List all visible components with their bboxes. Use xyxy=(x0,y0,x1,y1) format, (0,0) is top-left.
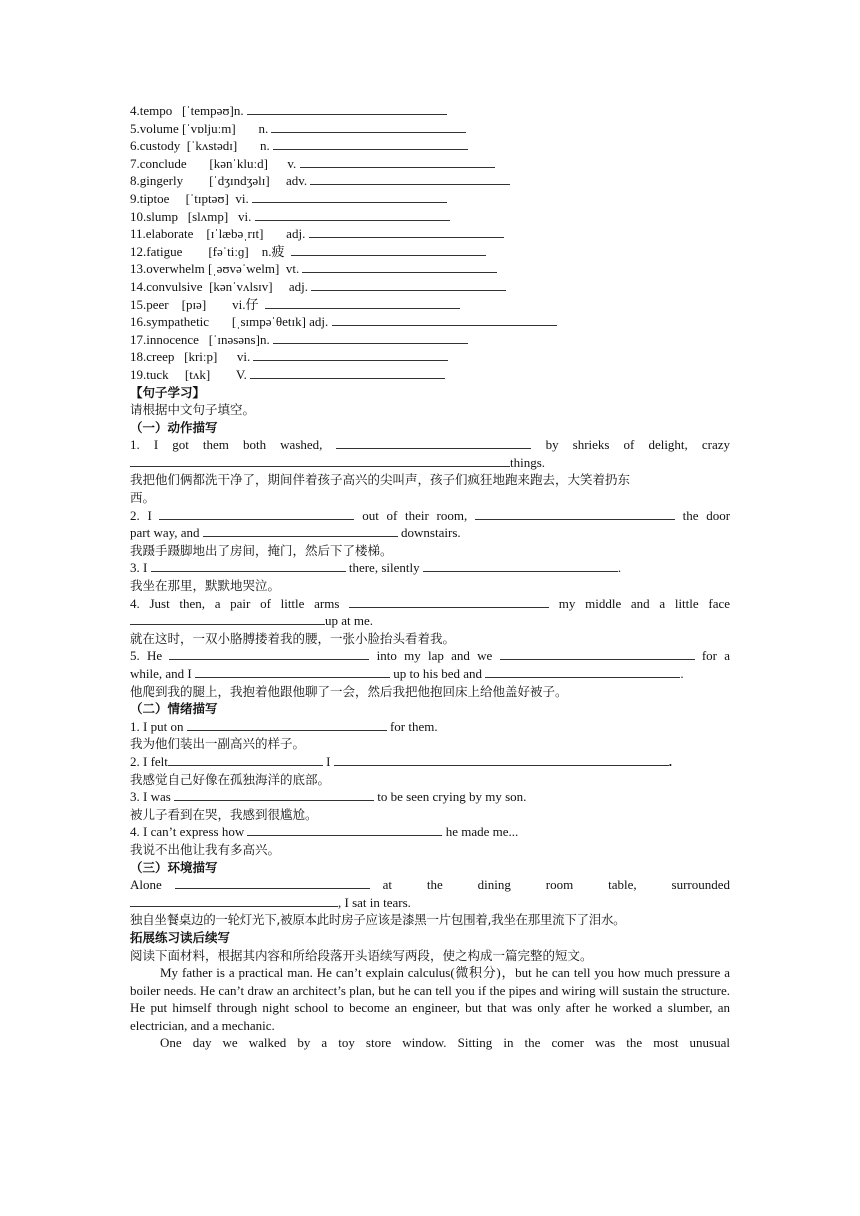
answer-blank[interactable] xyxy=(336,437,531,449)
answer-blank[interactable] xyxy=(250,367,445,379)
answer-blank[interactable] xyxy=(334,754,669,766)
answer-blank[interactable] xyxy=(169,648,369,660)
answer-blank[interactable] xyxy=(349,596,549,608)
answer-blank[interactable] xyxy=(175,877,370,889)
answer-blank[interactable] xyxy=(300,156,495,168)
vocab-item: 17.innocence [ˈɪnəsəns]n. xyxy=(130,331,730,349)
translation: 独自坐餐桌边的一轮灯光下,被原本此时房子应该是漆黑一片包围着,我坐在那里流下了泪水。 xyxy=(130,912,626,928)
answer-blank[interactable] xyxy=(159,508,354,520)
sentence-item: 2. I felt I . 我感觉自己好像在孤独海洋的底部。 xyxy=(130,753,730,788)
vocab-item: 13.overwhelm [ˌəʊvəˈwelm] vt. xyxy=(130,260,730,278)
answer-blank[interactable] xyxy=(309,226,504,238)
answer-blank[interactable] xyxy=(252,191,447,203)
vocab-item: 11.elaborate [ɪˈlæbəˌrɪt] adj. xyxy=(130,225,730,243)
translation: 就在这时，一双小胳膊搂着我的腰，一张小脸抬头看着我。 xyxy=(130,630,456,646)
sentence-item: 3. I was to be seen crying by my son. 被儿子看到在哭，我感到很尴尬。 xyxy=(130,788,730,823)
vocabulary-list xyxy=(130,102,730,384)
answer-blank[interactable] xyxy=(255,209,450,221)
answer-blank[interactable] xyxy=(423,560,618,572)
vocab-item: 19.tuck [tʌk] V. xyxy=(130,366,730,384)
vocab-item: 15.peer [pɪə] vi.仔 xyxy=(130,296,730,314)
sentence-item: 4. I can’t express how he made me... 我说不出他让我有多高兴。 xyxy=(130,823,730,858)
answer-blank[interactable] xyxy=(311,279,506,291)
translation: 我坐在那里，默默地哭泣。 xyxy=(130,578,281,594)
vocab-item: 10.slump [slʌmp] vi. xyxy=(130,208,730,226)
vocab-item: 5.volume [ˈvɒljuːm] n. xyxy=(130,120,730,138)
vocab-item: 18.creep [kriːp] vi. xyxy=(130,348,730,366)
answer-blank[interactable] xyxy=(302,261,497,273)
worksheet-page xyxy=(130,102,730,1052)
answer-blank[interactable] xyxy=(475,508,675,520)
reading-paragraph: My father is a practical man. He can’t explain calculus(微积分)，but he can tell you how much pressure a boiler needs. He can’t draw an architect’s plan, but he can tell you if the pipes and wiring will sustain the structure. He put himself through night school to become an engineer, but that was only after he worked a slumber, an electrician, and a mechanic. xyxy=(130,965,730,1033)
answer-blank[interactable] xyxy=(332,314,557,326)
section-title: 【句子学习】 xyxy=(130,384,206,400)
sentence-item: 1. I put on for them. 我为他们装出一副高兴的样子。 xyxy=(130,718,730,753)
vocab-item: 4.tempo [ˈtempəʊ]n. xyxy=(130,102,730,120)
answer-blank[interactable] xyxy=(187,719,387,731)
answer-blank[interactable] xyxy=(247,824,442,836)
answer-blank[interactable] xyxy=(174,789,374,801)
answer-blank[interactable] xyxy=(168,754,323,766)
subsection-title: （二）情绪描写 xyxy=(130,701,218,717)
vocab-item: 12.fatigue [fəˈtiːɡ] n.疲 xyxy=(130,243,730,261)
subsection-title: （三）环境描写 xyxy=(130,859,218,875)
vocab-item: 14.convulsive [kənˈvʌlsɪv] adj. xyxy=(130,278,730,296)
translation: 西。 xyxy=(130,490,156,506)
answer-blank[interactable] xyxy=(130,613,325,625)
answer-blank[interactable] xyxy=(500,648,695,660)
answer-blank[interactable] xyxy=(130,455,510,467)
section-instruction: 请根据中文句子填空。 xyxy=(130,402,256,418)
answer-blank[interactable] xyxy=(253,349,448,361)
translation: 我说不出他让我有多高兴。 xyxy=(130,841,281,857)
vocab-item: 16.sympathetic [ˌsɪmpəˈθetɪk] adj. xyxy=(130,313,730,331)
answer-blank[interactable] xyxy=(273,138,468,150)
answer-blank[interactable] xyxy=(247,103,447,115)
answer-blank[interactable] xyxy=(195,666,390,678)
vocab-item: 9.tiptoe [ˈtɪptəʊ] vi. xyxy=(130,190,730,208)
answer-blank[interactable] xyxy=(273,332,468,344)
answer-blank[interactable] xyxy=(151,560,346,572)
sentence-item: 3. I there, silently . 我坐在那里，默默地哭泣。 xyxy=(130,559,730,594)
extension-instruction: 阅读下面材料，根据其内容和所给段落开头语续写两段，使之构成一篇完整的短文。 xyxy=(130,947,593,963)
answer-blank[interactable] xyxy=(130,895,338,907)
vocab-item: 7.conclude [kənˈkluːd] v. xyxy=(130,155,730,173)
answer-blank[interactable] xyxy=(291,244,486,256)
answer-blank[interactable] xyxy=(265,297,460,309)
reading-paragraph: One day we walked by a toy store window. Sitting in the comer was the most unusual xyxy=(160,1035,730,1051)
extension-title: 拓展练习读后续写 xyxy=(130,929,231,945)
answer-blank[interactable] xyxy=(485,666,680,678)
translation: 我蹑手蹑脚地出了房间，掩门，然后下了楼梯。 xyxy=(130,542,393,558)
sentence-item: Alone at the dining room table, surrounded , I sat in tears. 独自坐餐桌边的一轮灯光下,被原本此时房子应该是漆黑一片包围着,我坐在那里流下了泪水。 xyxy=(130,877,731,928)
translation: 他爬到我的腿上，我抱着他跟他聊了一会，然后我把他抱回床上给他盖好被子。 xyxy=(130,683,568,699)
vocab-item: 6.custody [ˈkʌstədɪ] n. xyxy=(130,137,730,155)
translation: 我为他们装出一副高兴的样子。 xyxy=(130,736,306,752)
translation: 我感觉自己好像在孤独海洋的底部。 xyxy=(130,771,331,787)
vocab-item: 8.gingerly [ˈdʒɪndʒəlɪ] adv. xyxy=(130,172,730,190)
translation: 我把他们俩都洗干净了，期间伴着孩子高兴的尖叫声，孩子们疯狂地跑来跑去，大笑着扔东 xyxy=(130,472,631,488)
sentence-item: 4. Just then, a pair of little arms my middle and a little face up at me. 就在这时，一双小胳膊搂着我的腰，一张小脸抬头看着我。 xyxy=(130,595,730,646)
answer-blank[interactable] xyxy=(310,173,510,185)
sentence-item: 1. I got them both washed, by shrieks of delight, crazy things. 我把他们俩都洗干净了，期间伴着孩子高兴的尖叫声，孩子们疯狂地跑来跑去，大笑着扔东 西。 xyxy=(130,437,731,506)
subsection-title: （一）动作描写 xyxy=(130,419,218,435)
answer-blank[interactable] xyxy=(203,525,398,537)
answer-blank[interactable] xyxy=(271,121,466,133)
sentence-item: 5. He into my lap and we for a while, and I up to his bed and . 他爬到我的腿上，我抱着他跟他聊了一会，然后我把他抱回床上给他盖好被子。 xyxy=(130,648,730,699)
translation: 被儿子看到在哭，我感到很尴尬。 xyxy=(130,806,318,822)
sentence-item: 2. I out of their room, the door part way, and downstairs. 我蹑手蹑脚地出了房间，掩门，然后下了楼梯。 xyxy=(130,507,731,558)
